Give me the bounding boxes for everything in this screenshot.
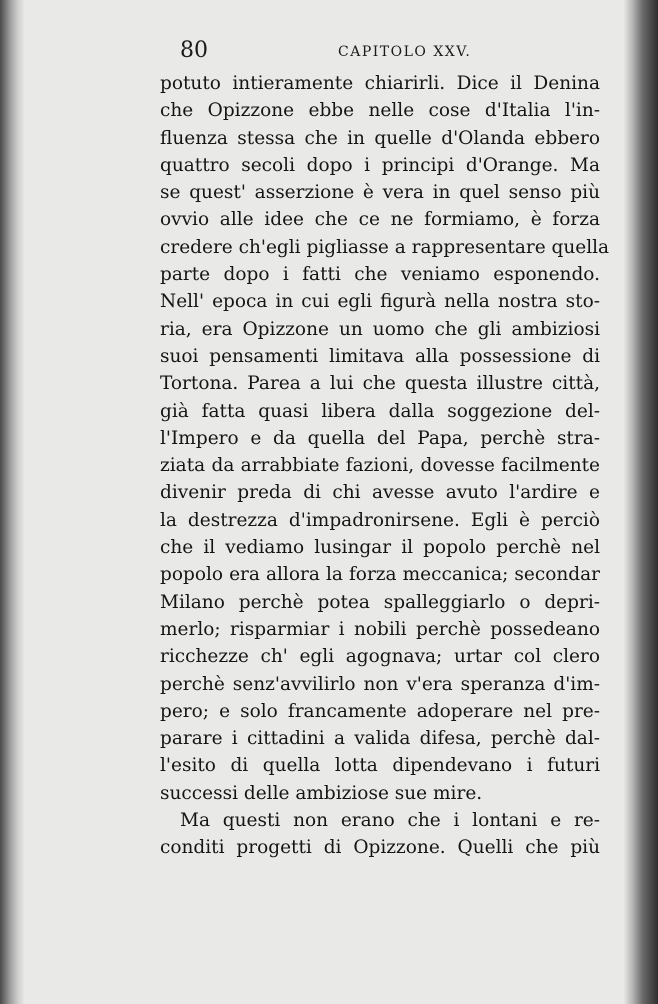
page-edge-shadow <box>624 0 658 1004</box>
text-line: la destrezza d'impadronirsene. Egli è perciò <box>160 509 600 531</box>
chapter-title: CAPITOLO XXV. <box>338 44 472 60</box>
text-line: conditi progetti di Opizzone. Quelli che più <box>160 837 600 859</box>
text-line: divenir preda di chi avesse avuto l'ardire e <box>160 482 600 504</box>
text-line: che il vediamo lusingar il popolo perchè nel <box>160 537 600 559</box>
text-line: ria, era Opizzone un uomo che gli ambiziosi <box>160 318 600 340</box>
text-line: suoi pensamenti limitava alla possessione di <box>160 345 600 367</box>
text-line: ricchezze ch' egli agognava; urtar col clero <box>160 646 600 668</box>
text-line: parare i cittadini a valida difesa, perchè dal- <box>160 728 600 750</box>
text-line: fluenza stessa che in quelle d'Olanda ebbero <box>160 127 600 149</box>
text-line: successi delle ambiziose sue mire. <box>160 782 483 804</box>
text-line: Nell' epoca in cui egli figurà nella nostra sto- <box>160 291 600 313</box>
text-line: che Opizzone ebbe nelle cose d'Italia l'in- <box>160 100 600 122</box>
text-line: merlo; risparmiar i nobili perchè possedeano <box>160 618 600 640</box>
text-line: già fatta quasi libera dalla soggezione del- <box>160 400 600 422</box>
body-text <box>160 70 610 862</box>
text-line: perchè senz'avvilirlo non v'era speranza d'im- <box>160 673 600 695</box>
text-line: Tortona. Parea a lui che questa illustre città, <box>160 373 600 395</box>
text-line: se quest' asserzione è vera in quel senso più <box>160 182 600 204</box>
text-line: potuto intieramente chiarirli. Dice il Denina <box>160 73 600 94</box>
text-line: ovvio alle idee che ce ne formiamo, è forza <box>160 209 600 231</box>
running-header <box>180 38 600 68</box>
text-line: Ma questi non erano che i lontani e re- <box>180 810 600 832</box>
binding-shadow <box>0 0 24 1004</box>
page-number: 80 <box>180 38 208 63</box>
text-line: Milano perchè potea spalleggiarlo o depri- <box>160 591 600 613</box>
text-line: ziata da arrabbiate fazioni, dovesse facilmente <box>160 455 600 477</box>
text-line: credere ch'egli pigliasse a rappresentare quella <box>160 236 610 258</box>
text-line: quattro secoli dopo i principi d'Orange. Ma <box>160 154 600 176</box>
text-line: l'esito di quella lotta dipendevano i futuri <box>160 755 600 777</box>
text-line: pero; e solo francamente adoperare nel pre- <box>160 700 600 722</box>
text-line: l'Impero e da quella del Papa, perchè stra- <box>160 427 600 449</box>
text-line: popolo era allora la forza meccanica; secondar <box>160 564 600 586</box>
text-line: parte dopo i fatti che veniamo esponendo. <box>160 264 600 286</box>
